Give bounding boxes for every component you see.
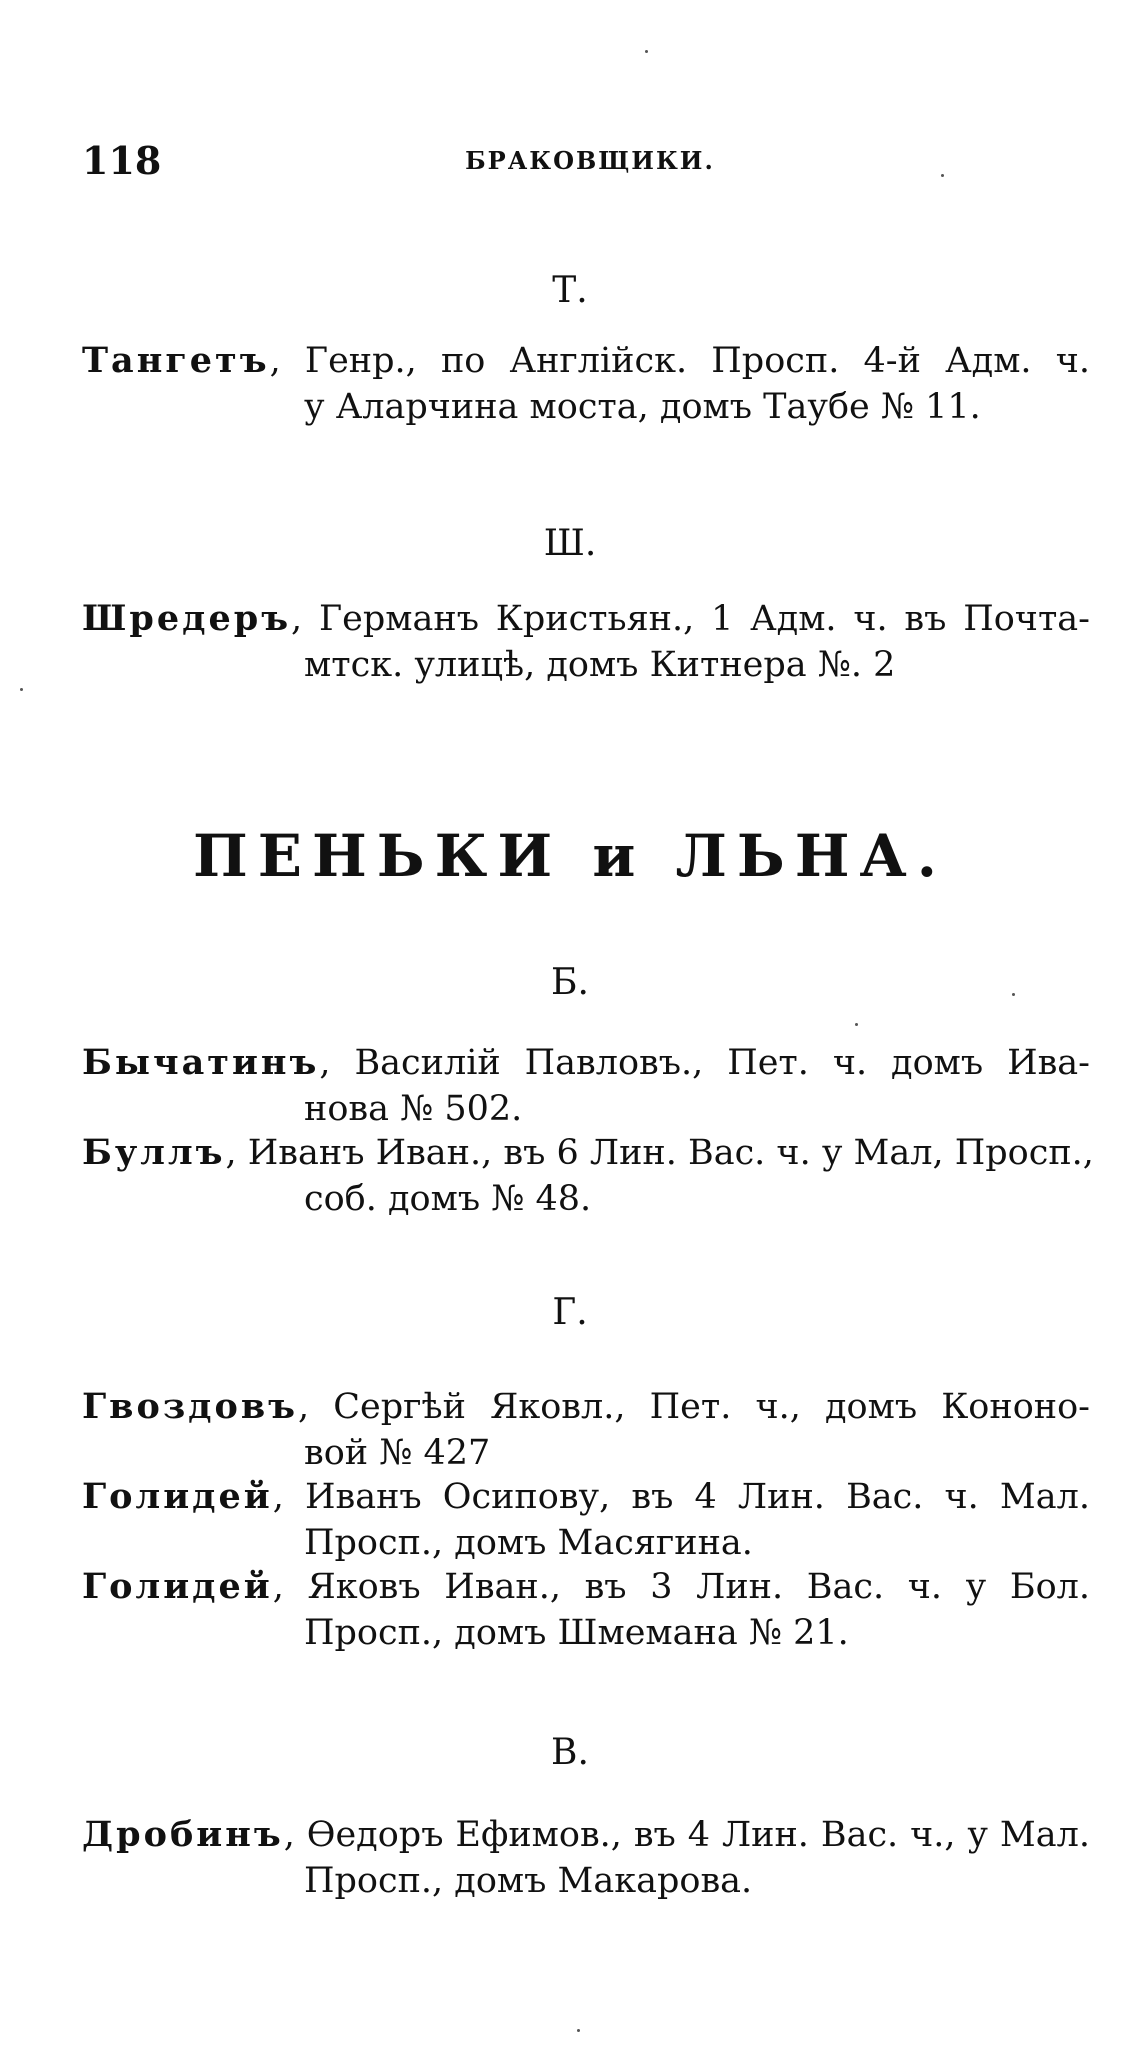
entry-name: Буллъ [82, 1132, 226, 1173]
entry-text: , Германъ Кристьян., 1 Адм. ч. въ Почта- [291, 599, 1090, 639]
directory-entry [82, 1384, 1090, 1476]
entry-name: Шредеръ [82, 598, 292, 639]
print-speck [577, 2029, 580, 2032]
entry-continuation: Просп., домъ Масягина. [304, 1523, 753, 1563]
entry-text: , Иванъ Осипову, въ 4 Лин. Вас. ч. Мал. [272, 1477, 1090, 1517]
letter-heading-sh: Ш. [543, 523, 597, 564]
entry-continuation: мтск. улицѣ, домъ Китнера №. 2 [304, 645, 896, 685]
letter-heading-g: Г. [552, 1292, 588, 1333]
entry-text: , Василій Павловъ., Пет. ч. домъ Ива- [319, 1043, 1090, 1083]
print-speck [941, 174, 944, 177]
directory-entry [82, 1040, 1090, 1132]
entry-continuation: Просп., домъ Шмемана № 21. [304, 1613, 849, 1653]
directory-entry [82, 1564, 1090, 1656]
directory-entry [82, 1130, 1094, 1222]
entry-name: Голидей [82, 1566, 273, 1607]
letter-heading-t: Т. [552, 270, 588, 311]
entry-continuation: соб. домъ № 48. [304, 1179, 592, 1219]
entry-text: , Сергѣй Яковл., Пет. ч., домъ Кононо- [298, 1387, 1090, 1427]
letter-heading-b: Б. [551, 962, 589, 1003]
entry-continuation: Просп., домъ Макарова. [304, 1861, 753, 1901]
print-speck [855, 1023, 858, 1026]
entry-name: Голидей [82, 1476, 273, 1517]
letter-heading-d: В. [551, 1732, 589, 1773]
entry-text: , Иванъ Иван., въ 6 Лин. Вас. ч. у Мал, Просп., [225, 1133, 1094, 1173]
entry-name: Гвоздовъ [82, 1386, 299, 1427]
print-speck [20, 688, 23, 691]
section-title: ПЕНЬКИ и ЛЬНА. [193, 822, 947, 890]
running-head: БРАКОВЩИКИ. [465, 146, 715, 175]
directory-entry [82, 338, 1090, 430]
entry-text: , Генр., по Англійск. Просп. 4-й Адм. ч. [269, 341, 1090, 381]
entry-continuation: вой № 427 [304, 1433, 491, 1473]
entry-name: Бычатинъ [82, 1042, 320, 1083]
entry-name: Тангетъ [82, 340, 270, 381]
print-speck [1012, 993, 1015, 996]
directory-entry [82, 1474, 1090, 1566]
entry-text: , Яковъ Иван., въ 3 Лин. Вас. ч. у Бол. [272, 1567, 1090, 1607]
entry-continuation: у Аларчина моста, домъ Таубе № 11. [304, 387, 981, 427]
page-number: 118 [82, 138, 162, 183]
entry-text: , Өедоръ Ефимов., въ 4 Лин. Вас. ч., у Мал. [283, 1815, 1090, 1855]
entry-continuation: нова № 502. [304, 1089, 523, 1129]
page-header [0, 138, 1140, 183]
directory-entry [82, 596, 1090, 688]
print-speck [645, 50, 648, 53]
directory-entry [82, 1812, 1090, 1904]
entry-name: Дробинъ [82, 1814, 284, 1855]
